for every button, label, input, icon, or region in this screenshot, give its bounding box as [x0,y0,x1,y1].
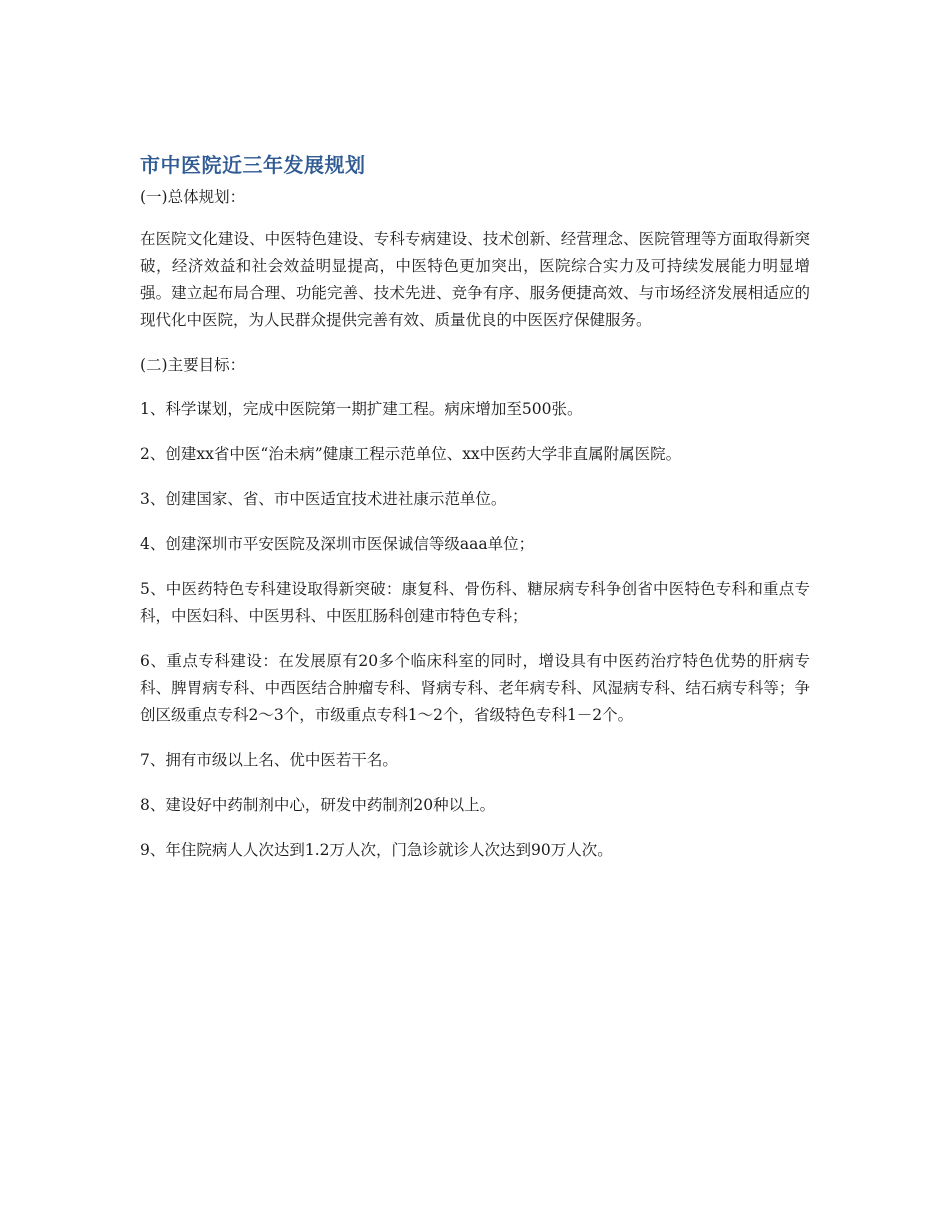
goal-item-6: 6、重点专科建设：在发展原有20多个临床科室的同时，增设具有中医药治疗特色优势的肝病专科、脾胃病专科、中西医结合肿瘤专科、肾病专科、老年病专科、风湿病专科、结石病专科等；争创区级重点专科2～3个，市级重点专科1～2个，省级特色专科1－2个。 [140,652,810,724]
section-overall-plan-body: 在医院文化建设、中医特色建设、专科专病建设、技术创新、经营理念、医院管理等方面取得新突破，经济效益和社会效益明显提高，中医特色更加突出，医院综合实力及可持续发展能力明显增强。建立起布局合理、功能完善、技术先进、竞争有序、服务便捷高效、与市场经济发展相适应的现代化中医院，为人民群众提供完善有效、质量优良的中医医疗保健服务。 [140,230,810,329]
goal-item-8: 8、建设好中药制剂中心，研发中药制剂20种以上。 [140,796,496,814]
goal-item-9: 9、年住院病人人次达到1.2万人次，门急诊就诊人次达到90万人次。 [140,841,613,859]
goal-item-2: 2、创建xx省中医“治未病”健康工程示范单位、xx中医药大学非直属附属医院。 [140,445,682,463]
goal-item-4: 4、创建深圳市平安医院及深圳市医保诚信等级aaa单位； [140,535,535,553]
goal-item-3: 3、创建国家、省、市中医适宜技术进社康示范单位。 [140,490,507,508]
goal-item-5: 5、中医药特色专科建设取得新突破：康复科、骨伤科、糖尿病专科争创省中医特色专科和重点专科，中医妇科、中医男科、中医肛肠科创建市特色专科； [140,580,810,625]
document-page [140,150,810,864]
goal-item-1: 1、科学谋划，完成中医院第一期扩建工程。病床增加至500张。 [140,400,583,418]
document-title: 市中医院近三年发展规划 [140,153,366,177]
goal-item-7: 7、拥有市级以上名、优中医若干名。 [140,751,398,769]
section-overall-plan-label: (一)总体规划： [140,188,246,206]
section-main-goals-label: (二)主要目标： [140,356,246,374]
